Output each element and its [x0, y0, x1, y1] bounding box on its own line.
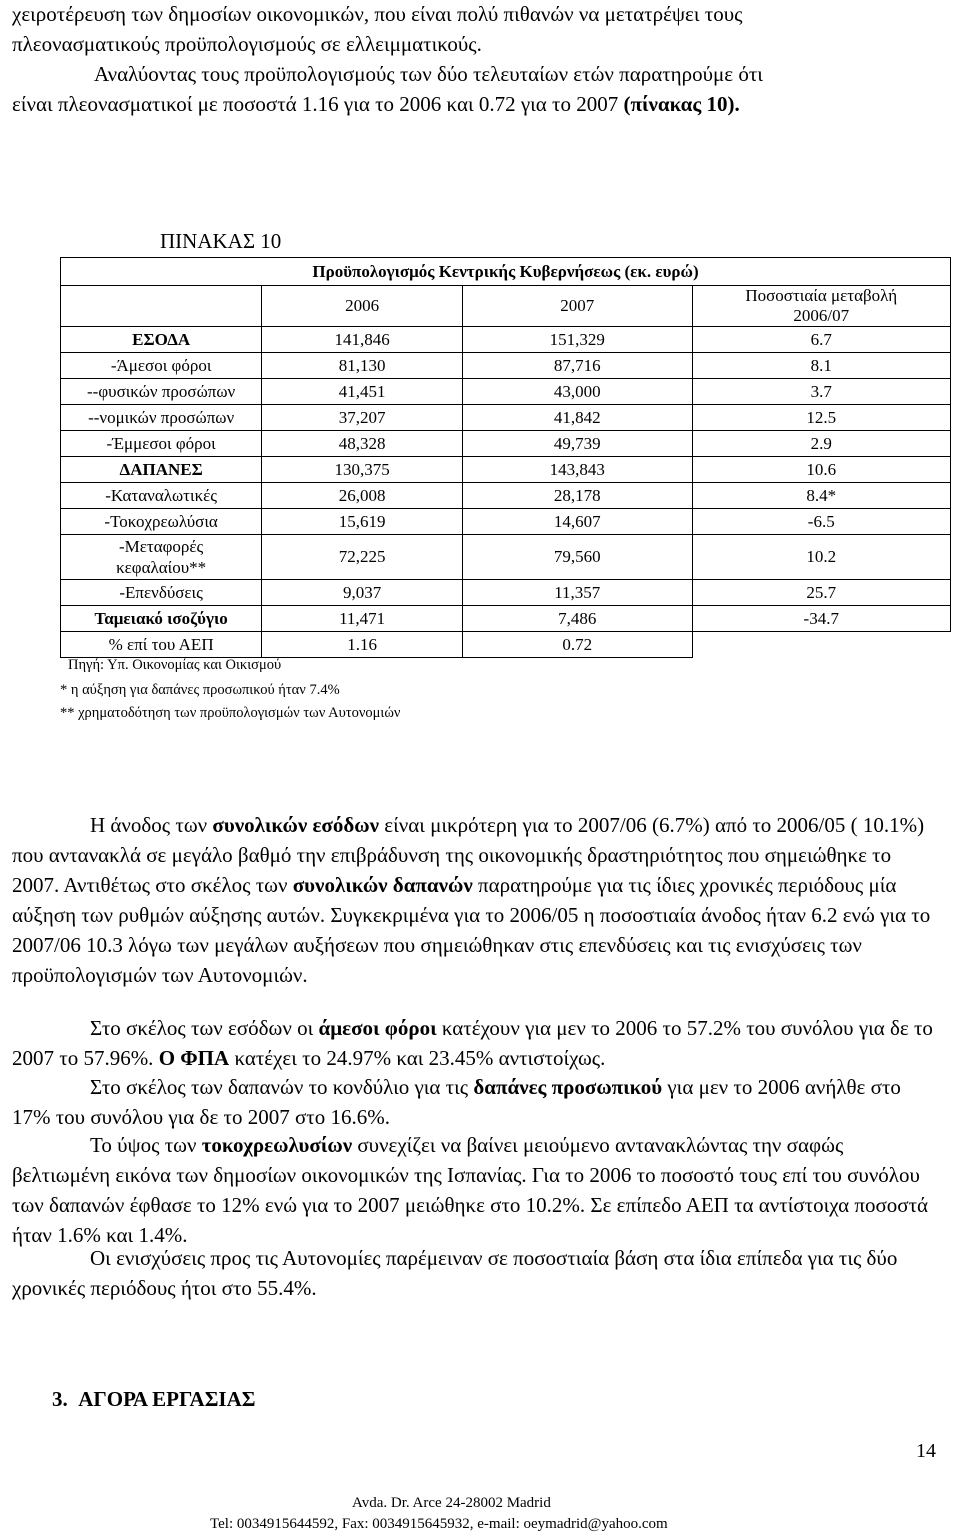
- paragraph-3: [12, 1072, 942, 1132]
- text: είναι μικρότερη για το 2007/06 (6.7%) από το 2006/05 ( 10.1%) που αντανακλά σε μεγάλο βαθμό την επιβράδυνση της οικονομικής δραστηριότητος που σημειώθηκε το 2007. Αντιθέτως στο σκέλος των: [12, 813, 925, 897]
- table-row: [61, 483, 951, 509]
- header-2007: 2007: [463, 286, 693, 327]
- footer-contact: Tel: 0034915644592, Fax: 0034915645932, e-mail: oeymadrid@yahoo.com: [210, 1516, 668, 1532]
- header-empty: [61, 286, 262, 327]
- paragraph-5: Οι ενισχύσεις προς τις Αυτονομίες παρέμειναν σε ποσοστιαία βάση στα ίδια επίπεδα για τις δύο χρονικές περιόδους ήτοι στο 55.4%.: [12, 1246, 898, 1300]
- row-label: % επί του ΑΕΠ: [61, 632, 262, 658]
- cell-2006: 48,328: [262, 431, 463, 457]
- intro-line-4-text: είναι πλεονασματικοί με ποσοστά 1.16 για το 2006 και 0.72 για το 2007: [12, 92, 624, 116]
- text: Το ύψος των: [90, 1133, 202, 1157]
- row-label: --νομικών προσώπων: [61, 405, 262, 431]
- footer-address: Avda. Dr. Arce 24-28002 Madrid: [352, 1495, 551, 1511]
- cell-2007: 43,000: [463, 379, 693, 405]
- row-label-line2: κεφαλαίου**: [116, 558, 207, 577]
- cell-2006: 15,619: [262, 509, 463, 535]
- table-row: [61, 606, 951, 632]
- paragraph-2: [12, 1013, 942, 1073]
- table-row: [61, 535, 951, 580]
- header-change: [692, 286, 951, 327]
- row-label: --φυσικών προσώπων: [61, 379, 262, 405]
- cell-2006: 11,471: [262, 606, 463, 632]
- cell-2006: 72,225: [262, 535, 463, 580]
- row-label: -Έμμεσοι φόροι: [61, 431, 262, 457]
- cell-2007: 143,843: [463, 457, 693, 483]
- table-note-1: * η αύξηση για δαπάνες προσωπικού ήταν 7.4%: [60, 682, 340, 698]
- cell-2006: 37,207: [262, 405, 463, 431]
- section-number: 3.: [52, 1387, 68, 1411]
- cell-change: 3.7: [692, 379, 951, 405]
- text: παρατηρούμε για τις ίδιες χρονικές περιόδους μία αύξηση των ρυθμών αύξησης αυτών. Συγκεκριμένα για το 2006/05 η ποσοστιαία άνοδος ήταν 6.2 ενώ για το 2007/06 10.3 λόγω των μεγάλων αυξήσεων που σημειώθηκαν στις επενδύσεις και τις ενισχύσεις των προϋπολογισμών των Αυτονομιών.: [12, 873, 931, 987]
- table-reference: (πίνακας 10).: [623, 92, 740, 116]
- cell-2007: 151,329: [463, 327, 693, 353]
- emphasis: συνολικών δαπανών: [292, 873, 473, 897]
- budget-table: [60, 257, 951, 658]
- row-label: ΔΑΠΑΝΕΣ: [61, 457, 262, 483]
- cell-change: 25.7: [692, 580, 951, 606]
- cell-2007: 14,607: [463, 509, 693, 535]
- header-2006: 2006: [262, 286, 463, 327]
- intro-line-3: Αναλύοντας τους προϋπολογισμούς των δύο τελευταίων ετών παρατηρούμε ότι: [94, 62, 763, 86]
- row-label: Ταμειακό ισοζύγιο: [61, 606, 262, 632]
- emphasis: δαπάνες προσωπικού: [473, 1075, 663, 1099]
- header-change-line2: 2006/07: [793, 306, 850, 325]
- text: Η άνοδος των: [90, 813, 213, 837]
- cell-change: 8.1: [692, 353, 951, 379]
- cell-change: [692, 632, 951, 658]
- emphasis: τοκοχρεωλυσίων: [201, 1133, 353, 1157]
- table-row: [61, 580, 951, 606]
- cell-2006: 41,451: [262, 379, 463, 405]
- cell-2006: 1.16: [262, 632, 463, 658]
- paragraph-4: [12, 1130, 942, 1250]
- row-label: ΕΣΟΔΑ: [61, 327, 262, 353]
- emphasis: άμεσοι φόροι: [318, 1016, 437, 1040]
- cell-change: 12.5: [692, 405, 951, 431]
- cell-2006: 141,846: [262, 327, 463, 353]
- table-row: [61, 457, 951, 483]
- intro-line-1: χειροτέρευση των δημοσίων οικονομικών, που είναι πολύ πιθανών να μετατρέψει τους: [12, 2, 743, 26]
- row-label: -Τοκοχρεωλύσια: [61, 509, 262, 535]
- text: κατέχει το 24.97% και 23.45% αντιστοίχως.: [229, 1046, 606, 1070]
- text: Στο σκέλος των δαπανών το κονδύλιο για τις: [90, 1075, 474, 1099]
- cell-2006: 26,008: [262, 483, 463, 509]
- intro-line-2: πλεονασματικούς προϋπολογισμούς σε ελλειμματικούς.: [12, 32, 482, 56]
- cell-2006: 81,130: [262, 353, 463, 379]
- row-label-line1: -Μεταφορές: [118, 537, 204, 556]
- cell-change: 6.7: [692, 327, 951, 353]
- cell-2007: 87,716: [463, 353, 693, 379]
- cell-2007: 28,178: [463, 483, 693, 509]
- cell-2007: 79,560: [463, 535, 693, 580]
- cell-2007: 7,486: [463, 606, 693, 632]
- cell-2007: 0.72: [463, 632, 693, 658]
- page-number: 14: [916, 1440, 936, 1462]
- cell-change: -6.5: [692, 509, 951, 535]
- table-title: Προϋπολογισμός Κεντρικής Κυβερνήσεως (εκ. ευρώ): [61, 258, 951, 286]
- cell-change: 2.9: [692, 431, 951, 457]
- cell-change: 10.6: [692, 457, 951, 483]
- table-note-2: ** χρηματοδότηση των προϋπολογισμών των Αυτονομιών: [60, 705, 401, 721]
- table-row: [61, 327, 951, 353]
- cell-change: 10.2: [692, 535, 951, 580]
- paragraph-1: [12, 810, 942, 990]
- row-label: -Καταναλωτικές: [61, 483, 262, 509]
- emphasis: Ο ΦΠΑ: [158, 1046, 230, 1070]
- cell-change: 8.4*: [692, 483, 951, 509]
- section-title: ΑΓΟΡΑ ΕΡΓΑΣΙΑΣ: [78, 1387, 256, 1411]
- header-change-line1: Ποσοστιαία μεταβολή: [745, 286, 898, 305]
- cell-2007: 41,842: [463, 405, 693, 431]
- emphasis: συνολικών εσόδων: [212, 813, 379, 837]
- cell-2007: 49,739: [463, 431, 693, 457]
- table-row: [61, 632, 951, 658]
- text: συνεχίζει να βαίνει μειούμενο αντανακλώντας την σαφώς βελτιωμένη εικόνα των δημοσίων οικονομικών της Ισπανίας. Για το 2006 το ποσοστό τους επί του συνόλου των δαπανών έφθασε το 12% ενώ για το 2007 μειώθηκε στο 10.2%. Σε επίπεδο ΑΕΠ τα αντίστοιχα ποσοστά ήταν 1.6% και 1.4%.: [12, 1133, 929, 1247]
- row-label: -Άμεσοι φόροι: [61, 353, 262, 379]
- cell-2007: 11,357: [463, 580, 693, 606]
- intro-line-4: [12, 92, 740, 117]
- cell-2006: 130,375: [262, 457, 463, 483]
- table-row: [61, 405, 951, 431]
- cell-2006: 9,037: [262, 580, 463, 606]
- cell-change: -34.7: [692, 606, 951, 632]
- section-heading: [52, 1387, 256, 1412]
- text: Στο σκέλος των εσόδων οι: [90, 1016, 319, 1040]
- row-label: [61, 535, 262, 580]
- text: κατέχουν για μεν το 2006 το 57.2% του συνόλου για δε το 2007 το 57.96%.: [12, 1016, 933, 1070]
- table-row: [61, 353, 951, 379]
- table-label: ΠΙΝΑΚΑΣ 10: [160, 229, 282, 253]
- table-row: [61, 379, 951, 405]
- table-row: [61, 509, 951, 535]
- table-row: [61, 431, 951, 457]
- table-source: Πηγή: Υπ. Οικονομίας και Οικισμού: [68, 657, 282, 673]
- row-label: -Επενδύσεις: [61, 580, 262, 606]
- text: για μεν το 2006 ανήλθε στο 17% του συνόλου για δε το 2007 στο 16.6%.: [12, 1075, 901, 1129]
